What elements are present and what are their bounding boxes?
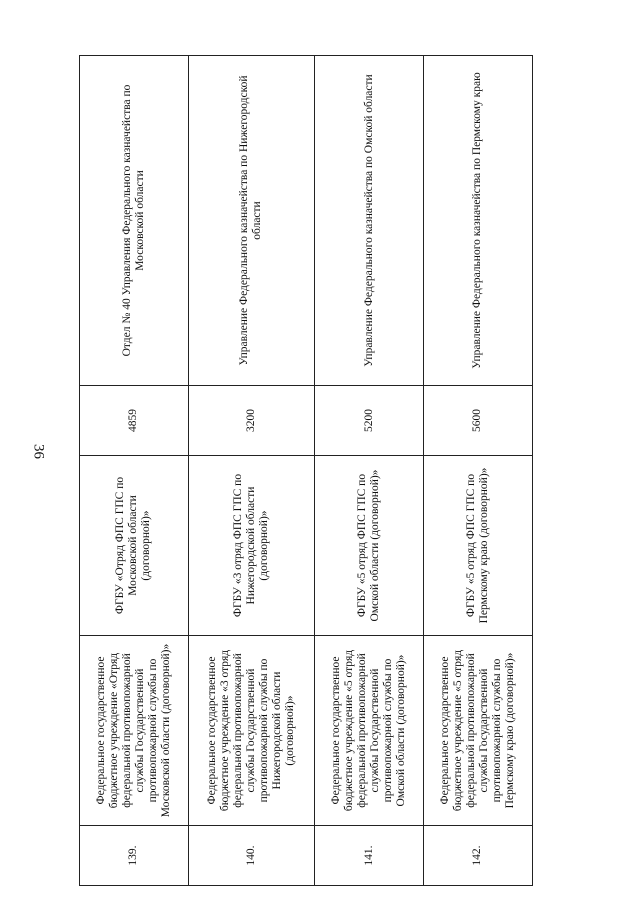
table-row: [315, 56, 424, 886]
institution-full-name: Федеральное государственное бюджетное учреждение «3 отряд федеральной противопожарной службы Государственной противопожарной службы по Нижегородской области (договорной)»: [188, 636, 314, 826]
row-number: 142.: [423, 826, 532, 886]
amount-value: 5200: [315, 386, 424, 456]
treasury-body: Управление Федерального казначейства по Пермскому краю: [423, 56, 532, 386]
institution-full-name: Федеральное государственное бюджетное учреждение «5 отряд федеральной противопожарной службы Государственной противопожарной службы по Пермскому краю (договорной)»: [423, 636, 532, 826]
amount-value: 3200: [188, 386, 314, 456]
institution-short-name: ФГБУ «5 отряд ФПС ГПС по Пермскому краю (договорной)»: [423, 456, 532, 636]
row-number: 140.: [188, 826, 314, 886]
amount-value: 4859: [80, 386, 189, 456]
institution-short-name: ФГБУ «3 отряд ФПС ГПС по Нижегородской области (договорной)»: [188, 456, 314, 636]
institutions-table: [79, 55, 533, 886]
rotated-table-wrapper: [79, 56, 533, 886]
institution-short-name: ФГБУ «Отряд ФПС ГПС по Московской области (договорной)»: [80, 456, 189, 636]
institution-full-name: Федеральное государственное бюджетное учреждение «Отряд федеральной противопожарной службы Государственной противопожарной службы по Московской области (договорной)»: [80, 636, 189, 826]
treasury-body: Отдел № 40 Управления Федерального казначейства по Московской области: [80, 56, 189, 386]
table-row: [80, 56, 189, 886]
row-number: 141.: [315, 826, 424, 886]
institution-full-name: Федеральное государственное бюджетное учреждение «5 отряд федеральной противопожарной службы Государственной противопожарной службы по Омской области (договорной)»: [315, 636, 424, 826]
table-row: [423, 56, 532, 886]
table-row: [188, 56, 314, 886]
treasury-body: Управление Федерального казначейства по Омской области: [315, 56, 424, 386]
amount-value: 5600: [423, 386, 532, 456]
page-number: 36: [30, 444, 47, 459]
row-number: 139.: [80, 826, 189, 886]
institution-short-name: ФГБУ «5 отряд ФПС ГПС по Омской области (договорной)»: [315, 456, 424, 636]
treasury-body: Управление Федерального казначейства по Нижегородской области: [188, 56, 314, 386]
